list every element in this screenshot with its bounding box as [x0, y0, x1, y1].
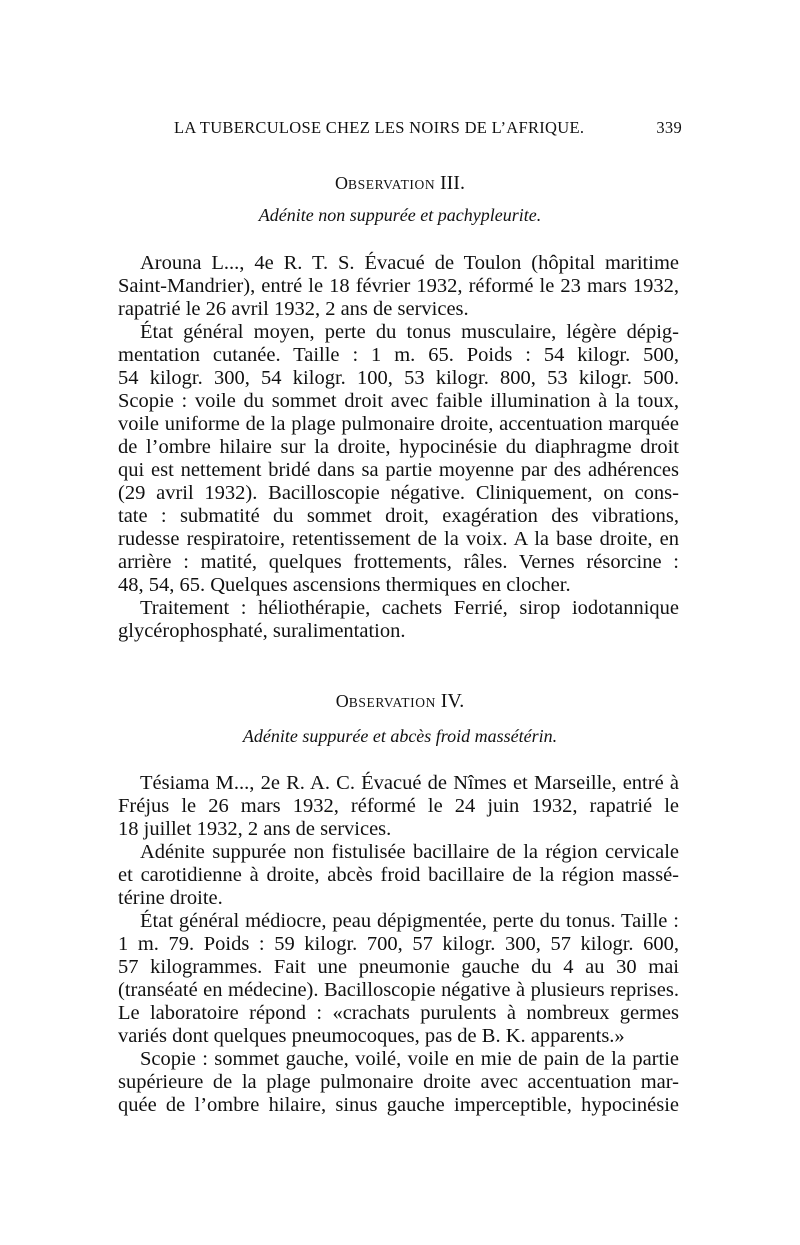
observation-subtitle: Adénite non suppurée et pachypleurite.: [258, 205, 542, 225]
page-number: 339: [656, 118, 682, 137]
text-line: (transéaté en médecine). Bacilloscopie négative à plusieurs reprises.: [118, 979, 679, 1001]
text-line: Fréjus le 26 mars 1932, réformé le 24 juin 1932, rapatrié le: [118, 795, 679, 817]
text-line: Scopie : voile du sommet droit avec faible illumination à la toux,: [118, 390, 679, 412]
text-line: 18 juillet 1932, 2 ans de services.: [118, 818, 392, 840]
text-line: Tésiama M..., 2e R. A. C. Évacué de Nîmes et Marseille, entré à: [140, 772, 679, 794]
text-line: variés dont quelques pneumocoques, pas de B. K. apparents.»: [118, 1025, 625, 1047]
text-line: quée de l’ombre hilaire, sinus gauche imperceptible, hypocinésie: [118, 1094, 679, 1116]
text-line: 48, 54, 65. Quelques ascensions thermiques en clocher.: [118, 574, 571, 596]
observation-heading: OBSERVATION III.: [335, 172, 465, 194]
text-line: Traitement : héliothérapie, cachets Ferrié, sirop iodotannique: [140, 597, 679, 619]
text-line: Saint-Mandrier), entré le 18 février 1932, réformé le 23 mars 1932,: [118, 275, 679, 297]
text-line: Le laboratoire répond : «crachats purulents à nombreux germes: [118, 1002, 679, 1024]
running-title: LA TUBERCULOSE CHEZ LES NOIRS DE L’AFRIQUE.: [174, 118, 585, 137]
text-line: de l’ombre hilaire sur la droite, hypocinésie du diaphragme droit: [118, 436, 679, 458]
text-line: Scopie : sommet gauche, voilé, voile en mie de pain de la partie: [140, 1048, 679, 1070]
text-line: glycérophosphaté, suralimentation.: [118, 620, 406, 642]
observation-heading: OBSERVATION IV.: [335, 690, 465, 712]
text-line: tate : submatité du sommet droit, exagération des vibrations,: [118, 505, 679, 527]
text-line: État général moyen, perte du tonus musculaire, légère dépig-: [140, 321, 679, 343]
text-line: térine droite.: [118, 887, 223, 909]
text-line: 54 kilogr. 300, 54 kilogr. 100, 53 kilogr. 800, 53 kilogr. 500.: [118, 367, 679, 389]
text-line: Adénite suppurée non fistulisée bacillaire de la région cervicale: [140, 841, 679, 863]
text-line: 57 kilogrammes. Fait une pneumonie gauche du 4 au 30 mai: [118, 956, 679, 978]
text-line: arrière : matité, quelques frottements, râles. Vernes résorcine :: [118, 551, 679, 573]
text-line: supérieure de la plage pulmonaire droite avec accentuation mar-: [118, 1071, 679, 1093]
text-line: et carotidienne à droite, abcès froid bacillaire de la région massé-: [118, 864, 679, 886]
text-line: rapatrié le 26 avril 1932, 2 ans de services.: [118, 298, 469, 320]
running-head: [118, 118, 682, 142]
text-line: qui est nettement bridé dans sa partie moyenne par des adhérences: [118, 459, 679, 481]
text-line: Arouna L..., 4e R. T. S. Évacué de Toulon (hôpital maritime: [140, 252, 679, 274]
text-line: (29 avril 1932). Bacilloscopie négative. Cliniquement, on cons-: [118, 482, 679, 504]
text-line: rudesse respiratoire, retentissement de la voix. A la base droite, en: [118, 528, 679, 550]
text-line: 1 m. 79. Poids : 59 kilogr. 700, 57 kilogr. 300, 57 kilogr. 600,: [118, 933, 679, 955]
observation-subtitle: Adénite suppurée et abcès froid massétérin.: [242, 726, 558, 746]
text-line: mentation cutanée. Taille : 1 m. 65. Poids : 54 kilogr. 500,: [118, 344, 679, 366]
text-line: voile uniforme de la plage pulmonaire droite, accentuation marquée: [118, 413, 679, 435]
text-line: État général médiocre, peau dépigmentée, perte du tonus. Taille :: [140, 910, 679, 932]
